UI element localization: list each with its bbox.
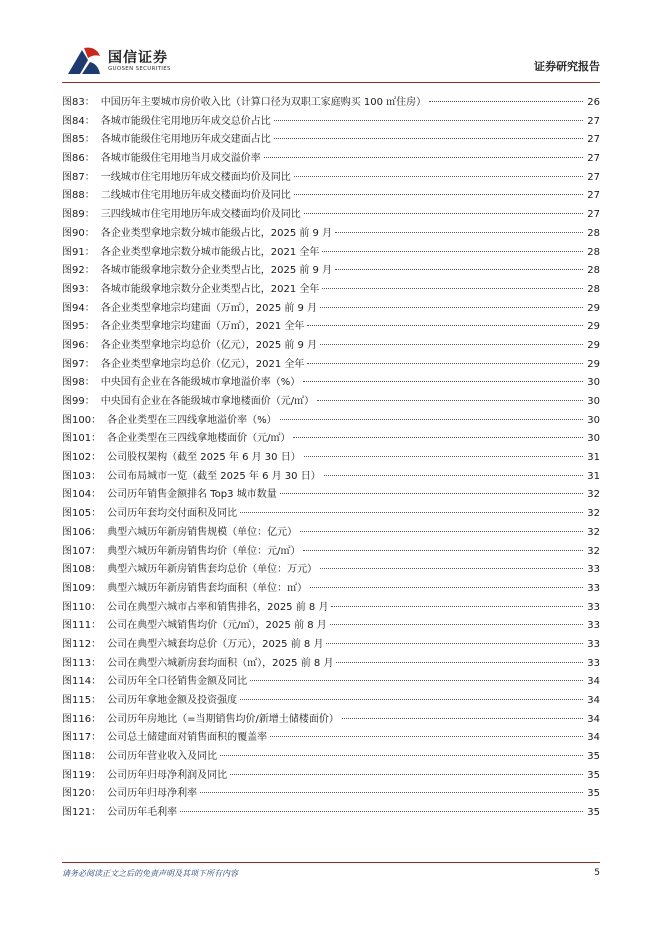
toc-page-number: 33 [587, 638, 600, 650]
toc-page-number: 29 [587, 339, 600, 351]
toc-dot-leader [264, 157, 583, 158]
toc-page-number: 32 [587, 545, 600, 557]
guosen-logo [64, 44, 194, 78]
toc-entry[interactable] [62, 767, 600, 786]
toc-figure-title: 各企业类型拿地宗数分城市能级占比，2025 前 9 月 [100, 227, 333, 239]
toc-dot-leader [240, 699, 583, 700]
toc-page-number: 29 [587, 358, 600, 370]
toc-figure-title: 三四线城市住宅用地历年成交楼面均价及同比 [100, 209, 301, 221]
toc-entry[interactable] [62, 505, 600, 524]
report-type-label: 证券研究报告 [534, 60, 600, 73]
toc-page-number: 27 [587, 134, 600, 146]
toc-figure-title: 公司历年拿地金额及投资强度 [107, 695, 238, 706]
toc-figure-number: 图108： [62, 564, 102, 576]
toc-page-number: 27 [587, 115, 600, 127]
toc-page-number: 34 [587, 713, 600, 725]
toc-dot-leader [303, 381, 583, 382]
toc-page-number: 34 [587, 732, 600, 744]
toc-entry[interactable] [62, 393, 600, 412]
toc-dot-leader [322, 288, 583, 289]
toc-figure-number: 图92： [62, 265, 95, 277]
toc-dot-leader [307, 325, 583, 326]
toc-entry[interactable] [62, 599, 600, 618]
toc-entry[interactable] [62, 673, 600, 692]
toc-figure-title: 公司历年套均交付面积及同比 [107, 508, 238, 520]
toc-entry[interactable] [62, 692, 600, 711]
toc-figure-title: 公司总土储建面对销售面积的覆盖率 [107, 732, 268, 744]
toc-entry[interactable] [62, 131, 600, 150]
toc-page-number: 33 [587, 564, 600, 576]
toc-figure-title: 公司在典型六城市占率和销售排名，2025 前 8 月 [107, 601, 329, 613]
toc-dot-leader [240, 512, 583, 513]
toc-page-number: 34 [587, 676, 600, 688]
toc-dot-leader [200, 792, 583, 793]
toc-figure-number: 图101： [62, 433, 102, 445]
toc-figure-title: 各城市能级住宅用地当月成交溢价率 [100, 153, 261, 165]
toc-figure-title: 二线城市住宅用地历年成交楼面均价及同比 [100, 190, 291, 202]
toc-dot-leader [300, 531, 583, 532]
toc-dot-leader [429, 101, 583, 102]
toc-figure-title: 各城市能级拿地宗数分企业类型占比，2021 全年 [100, 283, 320, 295]
toc-figure-number: 图88： [62, 190, 95, 202]
toc-page-number: 35 [587, 807, 600, 819]
toc-dot-leader [270, 736, 583, 737]
toc-entry[interactable] [62, 113, 600, 132]
toc-figure-title: 公司历年营业收入及同比 [107, 751, 218, 763]
toc-entry[interactable] [62, 206, 600, 225]
toc-entry[interactable] [62, 449, 600, 468]
toc-figure-number: 图100： [62, 414, 102, 426]
toc-figure-title: 各城市能级住宅用地历年成交建面占比 [100, 134, 271, 146]
toc-figure-number: 图117： [62, 732, 102, 744]
toc-figure-title: 各企业类型拿地宗数分城市能级占比，2021 全年 [100, 246, 320, 258]
toc-page-number: 32 [587, 508, 600, 520]
toc-figure-title: 各企业类型拿地宗均总价（亿元），2021 全年 [100, 358, 305, 370]
toc-figure-number: 图111： [62, 620, 102, 632]
header-divider [62, 82, 600, 83]
logo-text-en: GUOSEN SECURITIES [108, 66, 171, 72]
toc-entry[interactable] [62, 636, 600, 655]
toc-entry[interactable] [62, 804, 600, 823]
toc-page-number: 32 [587, 526, 600, 538]
toc-figure-title: 典型六城历年新房销售规模（单位：亿元） [107, 526, 298, 538]
toc-entry[interactable] [62, 655, 600, 674]
toc-page-number: 31 [587, 452, 600, 464]
toc-figure-title: 公司股权架构（截至 2025 年 6 月 30 日） [107, 452, 301, 464]
toc-entry[interactable] [62, 486, 600, 505]
toc-dot-leader [320, 344, 583, 345]
toc-page-number: 30 [587, 414, 600, 426]
toc-figure-title: 各企业类型在三四线拿地溢价率（%） [107, 414, 277, 426]
toc-figure-number: 图118： [62, 751, 102, 763]
toc-dot-leader [317, 400, 583, 401]
toc-dot-leader [220, 755, 583, 756]
toc-page-number: 32 [587, 489, 600, 501]
toc-page-number: 27 [587, 190, 600, 202]
toc-figure-title: 各企业类型拿地宗均总价（亿元），2025 前 9 月 [100, 339, 318, 351]
toc-figure-number: 图87： [62, 171, 95, 183]
toc-figure-number: 图93： [62, 283, 95, 295]
toc-page-number: 35 [587, 751, 600, 763]
toc-figure-title: 典型六城历年新房销售套均总价（单位：万元） [107, 564, 318, 576]
toc-figure-title: 公司历年全口径销售金额及同比 [107, 676, 248, 688]
toc-figure-title: 各企业类型拿地宗均建面（万㎡），2025 前 9 月 [100, 302, 318, 314]
guosen-logo-icon [64, 44, 104, 78]
toc-figure-title: 中国历年主要城市房价收入比（计算口径为双职工家庭购买 100 ㎡住房） [100, 97, 427, 108]
toc-figure-number: 图95： [62, 321, 95, 333]
toc-figure-number: 图121： [62, 807, 102, 819]
toc-figure-title: 公司布局城市一览（截至 2025 年 6 月 30 日） [107, 470, 321, 482]
toc-dot-leader [322, 251, 583, 252]
toc-dot-leader [326, 643, 583, 644]
toc-figure-number: 图109： [62, 582, 102, 594]
toc-figure-number: 图106： [62, 526, 102, 538]
toc-figure-number: 图114： [62, 676, 102, 688]
toc-figure-number: 图120： [62, 788, 102, 800]
toc-entry[interactable] [62, 617, 600, 636]
toc-entry[interactable] [62, 356, 600, 375]
toc-page-number: 33 [587, 582, 600, 594]
toc-figure-number: 图113： [62, 657, 102, 669]
toc-figure-number: 图112： [62, 638, 102, 650]
toc-dot-leader [303, 550, 583, 551]
toc-dot-leader [331, 606, 583, 607]
toc-figure-number: 图96： [62, 339, 95, 351]
toc-figure-number: 图115： [62, 695, 102, 706]
toc-figure-title: 各城市能级拿地宗数分企业类型占比，2025 前 9 月 [100, 265, 333, 277]
toc-figure-number: 图107： [62, 545, 102, 557]
toc-dot-leader [280, 493, 583, 494]
toc-figure-title: 各企业类型在三四线拿地楼面价（元/㎡） [107, 433, 291, 445]
toc-page-number: 33 [587, 620, 600, 632]
toc-figure-title: 各企业类型拿地宗均建面（万㎡），2021 全年 [100, 321, 305, 333]
toc-figure-title: 典型六城历年新房销售套均面积（单位：㎡） [107, 582, 308, 594]
toc-page-number: 29 [587, 321, 600, 333]
toc-figure-title: 公司历年房地比（=当期销售均价/新增土储楼面价） [107, 713, 339, 725]
toc-page-number: 34 [587, 695, 600, 706]
toc-entry[interactable] [62, 94, 600, 113]
toc-entry[interactable] [62, 374, 600, 393]
figure-table-of-contents [62, 94, 600, 823]
toc-dot-leader [294, 176, 583, 177]
toc-entry[interactable] [62, 430, 600, 449]
toc-figure-title: 公司历年销售金额排名 Top3 城市数量 [107, 489, 277, 501]
toc-figure-number: 图91： [62, 246, 95, 258]
toc-dot-leader [250, 680, 583, 681]
toc-dot-leader [330, 624, 583, 625]
toc-figure-title: 公司在典型六城套均总价（万元），2025 前 8 月 [107, 638, 324, 650]
toc-figure-number: 图105： [62, 508, 102, 520]
toc-page-number: 27 [587, 209, 600, 221]
toc-page-number: 35 [587, 788, 600, 800]
toc-entry[interactable] [62, 318, 600, 337]
toc-entry[interactable] [62, 524, 600, 543]
toc-entry[interactable] [62, 412, 600, 431]
toc-page-number: 35 [587, 769, 600, 781]
toc-page-number: 28 [587, 283, 600, 295]
toc-page-number: 33 [587, 657, 600, 669]
toc-entry[interactable] [62, 300, 600, 319]
toc-entry[interactable] [62, 187, 600, 206]
toc-dot-leader [336, 662, 583, 663]
toc-figure-title: 公司在典型六城新房套均面积（㎡），2025 前 8 月 [107, 657, 334, 669]
toc-dot-leader [274, 120, 583, 121]
toc-page-number: 29 [587, 302, 600, 314]
toc-entry[interactable] [62, 748, 600, 767]
toc-figure-title: 公司在典型六城销售均价（元/㎡），2025 前 8 月 [107, 620, 327, 632]
logo-text-cn: 国信证券 [108, 50, 168, 66]
toc-dot-leader [294, 194, 583, 195]
toc-figure-title: 各城市能级住宅用地历年成交总价占比 [100, 115, 271, 127]
toc-figure-number: 图110： [62, 601, 102, 613]
toc-page-number: 30 [587, 433, 600, 445]
toc-dot-leader [342, 718, 583, 719]
toc-page-number: 28 [587, 265, 600, 277]
toc-entry[interactable] [62, 711, 600, 730]
toc-entry[interactable] [62, 468, 600, 487]
toc-dot-leader [230, 774, 583, 775]
toc-figure-number: 图116： [62, 713, 102, 725]
toc-page-number: 31 [587, 470, 600, 482]
toc-dot-leader [180, 811, 583, 812]
toc-dot-leader [280, 419, 583, 420]
toc-figure-number: 图103： [62, 470, 102, 482]
toc-figure-number: 图86： [62, 153, 95, 165]
toc-figure-number: 图119： [62, 769, 102, 781]
toc-dot-leader [293, 437, 583, 438]
toc-figure-title: 公司历年归母净利润及同比 [107, 769, 228, 781]
toc-entry[interactable] [62, 785, 600, 804]
toc-dot-leader [335, 232, 583, 233]
toc-figure-number: 图84： [62, 115, 95, 127]
toc-dot-leader [335, 269, 583, 270]
toc-dot-leader [320, 568, 583, 569]
disclaimer-text: 请务必阅读正文之后的免责声明及其项下所有内容 [62, 869, 238, 878]
toc-figure-title: 公司历年毛利率 [107, 807, 178, 819]
toc-figure-number: 图89： [62, 209, 95, 221]
toc-entry[interactable] [62, 543, 600, 562]
page-number: 5 [594, 868, 600, 878]
toc-dot-leader [304, 456, 583, 457]
toc-figure-title: 中央国有企业在各能级城市拿地溢价率（%） [100, 377, 301, 389]
toc-dot-leader [304, 213, 583, 214]
toc-page-number: 33 [587, 601, 600, 613]
toc-dot-leader [274, 138, 583, 139]
toc-figure-number: 图97： [62, 358, 95, 370]
toc-figure-title: 一线城市住宅用地历年成交楼面均价及同比 [100, 171, 291, 183]
toc-entry[interactable] [62, 150, 600, 169]
toc-figure-title: 公司历年归母净利率 [107, 788, 198, 800]
toc-entry[interactable] [62, 244, 600, 263]
toc-page-number: 27 [587, 153, 600, 165]
toc-figure-title: 典型六城历年新房销售均价（单位：元/㎡） [107, 545, 301, 557]
toc-figure-number: 图94： [62, 302, 95, 314]
toc-page-number: 27 [587, 171, 600, 183]
toc-page-number: 26 [587, 97, 600, 108]
toc-page-number: 28 [587, 227, 600, 239]
toc-figure-number: 图99： [62, 396, 95, 407]
toc-page-number: 30 [587, 377, 600, 389]
toc-figure-number: 图85： [62, 134, 95, 146]
toc-figure-number: 图90： [62, 227, 95, 239]
toc-dot-leader [324, 475, 583, 476]
toc-entry[interactable] [62, 169, 600, 188]
toc-figure-number: 图102： [62, 452, 102, 464]
toc-page-number: 30 [587, 396, 600, 407]
toc-figure-number: 图98： [62, 377, 95, 389]
page-header [0, 0, 662, 84]
toc-page-number: 28 [587, 246, 600, 258]
toc-figure-title: 中央国有企业在各能级城市拿地楼面价（元/㎡） [100, 396, 315, 407]
toc-entry[interactable] [62, 281, 600, 300]
toc-entry[interactable] [62, 262, 600, 281]
toc-dot-leader [307, 363, 583, 364]
toc-dot-leader [320, 307, 583, 308]
toc-figure-number: 图83： [62, 97, 95, 108]
toc-entry[interactable] [62, 561, 600, 580]
toc-entry[interactable] [62, 337, 600, 356]
toc-entry[interactable] [62, 225, 600, 244]
toc-entry[interactable] [62, 580, 600, 599]
toc-dot-leader [310, 587, 583, 588]
toc-figure-number: 图104： [62, 489, 102, 501]
toc-entry[interactable] [62, 729, 600, 748]
footer-divider [62, 862, 600, 863]
